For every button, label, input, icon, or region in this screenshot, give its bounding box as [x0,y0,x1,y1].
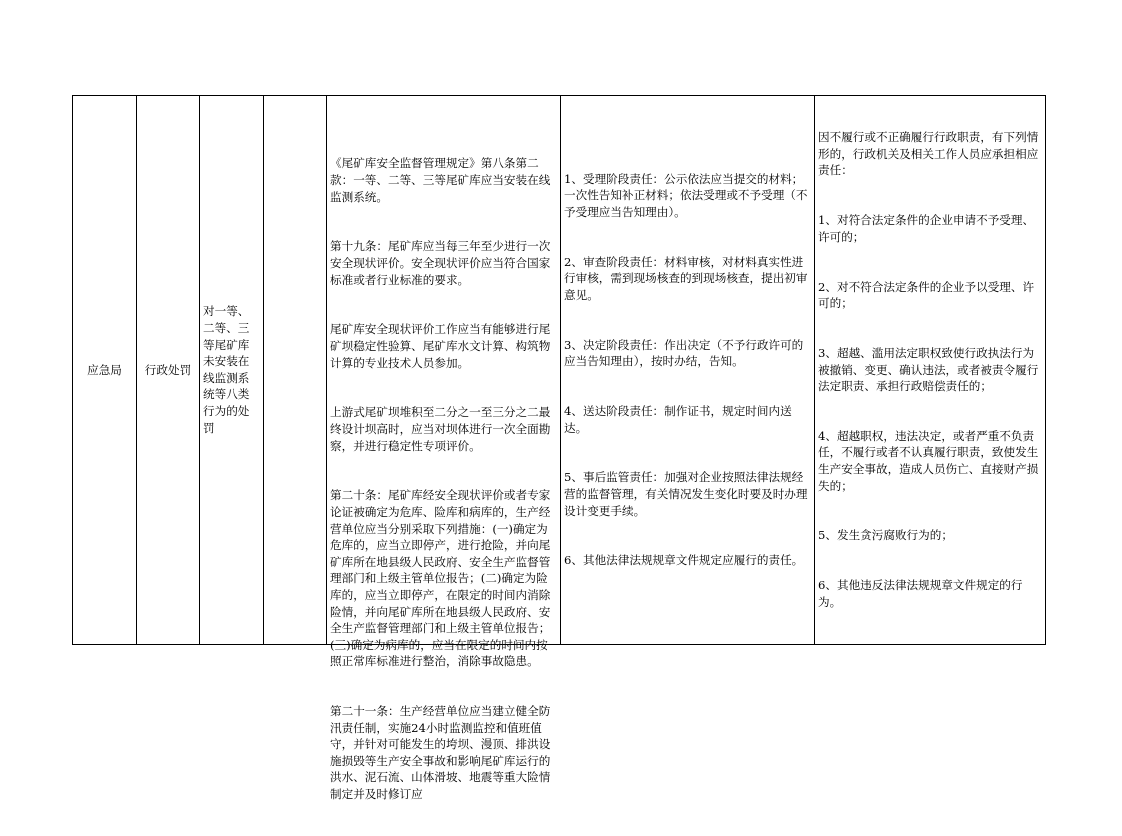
category-text: 行政处罚 [144,362,192,377]
accountability-item: 6、其他违反法律法规规章文件规定的行为。 [818,578,1023,609]
accountability-item: 4、超越职权，违法决定，或者严重不负责任，不履行或者不认真履行职责，致使发生生产安全事故，造成人员伤亡、直接财产损失的； [818,428,1039,493]
accountability-cell [815,96,1046,645]
item-cell [200,96,264,645]
basis-text [327,122,560,802]
accountability-item: 因不履行或不正确履行行政职责，有下列情形的，行政机关及相关工作人员应承担相应责任： [818,130,1039,178]
accountability-item: 2、对不符合法定条件的企业予以受理、许可的； [818,279,1035,311]
responsibility-text [561,137,814,602]
responsibility-item: 4、送达阶段责任：制作证书，规定时间内送达。 [564,403,792,435]
responsibility-item: 2、审查阶段责任：材料审核，对材料真实性进行审核，需到现场核查的到现场核查，提出初审意见。 [564,254,808,302]
responsibility-table [72,95,1046,802]
responsibility-item: 3、决定阶段责任：作出决定（不予行政许可的应当告知理由），按时办结，告知。 [564,337,804,369]
basis-paragraph: 第十九条：尾矿库应当每三年至少进行一次安全现状评价。安全现状评价应当符合国家标准或者行业标准的要求。 [330,239,551,287]
basis-paragraph: 《尾矿库安全监督管理规定》第八条第二款：一等、二等、三等尾矿库应当安装在线监测系统。 [330,156,551,204]
basis-cell [327,96,561,802]
basis-paragraph: 尾矿库安全现状评价工作应当有能够进行尾矿坝稳定性验算、尾矿库水文计算、构筑物计算的专业技术人员参加。 [330,322,551,370]
accountability-item: 5、发生贪污腐败行为的； [818,528,953,543]
category-cell [137,96,200,645]
accountability-item: 3、超越、滥用法定职权致使行政执法行为被撤销、变更、确认违法，或者被责令履行法定职责、承担行政赔偿责任的； [818,345,1039,394]
accountability-item: 1、对符合法定条件的企业申请不予受理、许可的； [818,213,1035,244]
responsibility-item: 1、受理阶段责任：公示依法应当提交的材料；一次性告知补正材料；依法受理或不予受理（不予受理应当告知理由）。 [564,171,808,219]
department-text: 应急局 [87,362,122,377]
responsibility-item: 5、事后监管责任：加强对企业按照法律法规经营的监督管理，有关情况发生变化时要及时办理设计变更手续。 [564,470,808,518]
item-text: 对一等、二等、三等尾矿库未安装在线监测系统等八类行为的处罚 [203,304,250,435]
basis-paragraph: 第二十一条：生产经营单位应当建立健全防汛责任制，实施24小时监测监控和值班值守，并针对可能发生的垮坝、漫顶、排洪设施损毁等生产安全事故和影响尾矿库运行的洪水、泥石流、山体滑坡、地震等重大险情制定并及时修订应 [330,704,551,802]
table-row [73,96,1046,645]
basis-paragraph: 上游式尾矿坝堆积至二分之一至三分之二最终设计坝高时，应当对坝体进行一次全面勘察，并进行稳定性专项评价。 [330,405,551,453]
department-cell [73,96,137,645]
responsibility-cell [561,96,815,645]
accountability-text [815,96,1045,644]
basis-paragraph: 第二十条：尾矿库经安全现状评价或者专家论证被确定为危库、险库和病库的，生产经营单位应当分别采取下列措施：(一)确定为危库的，应当立即停产，进行抢险，并向尾矿库所在地县级人民政府、安全生产监督管理部门和上级主管单位报告；(二)确定为险库的，应当立即停产，在限定的时间内消除险情，并向尾矿库所在地县级人民政府、安全生产监督管理部门和上级主管单位报告；(三)确定为病库的，应当在限定的时间内按照正常库标准进行整治，消除事故隐患。 [330,488,551,669]
responsibility-item: 6、其他法律法规规章文件规定应履行的责任。 [564,553,804,568]
code-cell [264,96,327,645]
